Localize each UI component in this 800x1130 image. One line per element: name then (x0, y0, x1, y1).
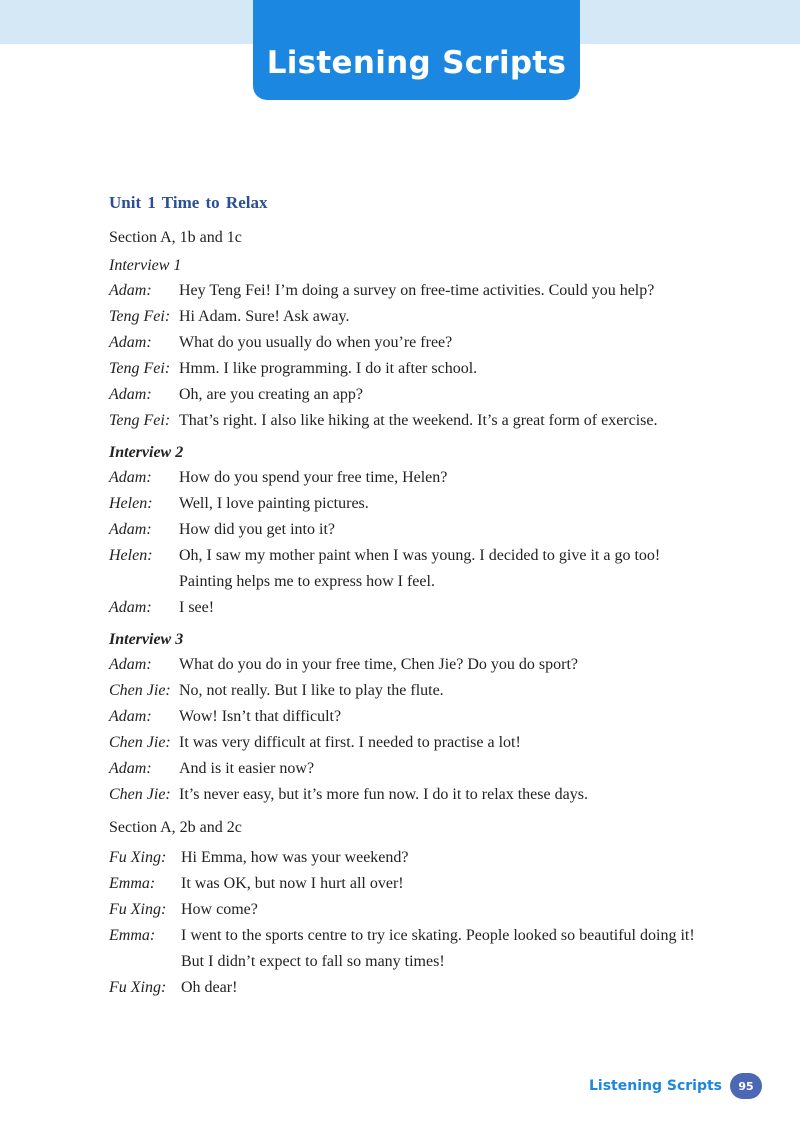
dialogue-text: I see! (179, 599, 215, 616)
dialogue-text: But I didn’t expect to fall so many times! (181, 953, 445, 970)
speaker-name: Chen Jie: (109, 682, 171, 699)
speaker-name: Fu Xing: (109, 849, 167, 866)
dialogue-text: It’s never easy, but it’s more fun now. I do it to relax these days. (179, 786, 588, 803)
dialogue-text: Oh, are you creating an app? (179, 386, 363, 403)
title-tab (253, 0, 580, 100)
interview-block (109, 631, 769, 808)
dialogue-text: It was very difficult at first. I needed to practise a lot! (179, 734, 521, 751)
dialogue-text: I went to the sports centre to try ice skating. People looked so beautiful doing it! (181, 927, 695, 944)
speaker-name: Emma: (109, 927, 156, 944)
speaker-name: Teng Fei: (109, 308, 171, 325)
dialogue-text: Hi Emma, how was your weekend? (181, 849, 409, 866)
speaker-name: Fu Xing: (109, 979, 167, 996)
speaker-name: Chen Jie: (109, 734, 171, 751)
footer-label: Listening Scripts (589, 1078, 722, 1094)
dialogue-text: How did you get into it? (179, 521, 335, 538)
speaker-name: Adam: (109, 599, 152, 616)
dialogue-text: It was OK, but now I hurt all over! (181, 875, 404, 892)
dialogue-text: How come? (181, 901, 258, 918)
page-footer (589, 1073, 762, 1099)
dialogue-line (109, 704, 769, 730)
dialogue-line (109, 595, 769, 621)
speaker-name: Adam: (109, 469, 152, 486)
dialogue-text: That’s right. I also like hiking at the weekend. It’s a great form of exercise. (179, 412, 658, 429)
speaker-name: Adam: (109, 334, 152, 351)
interview-label: Interview 2 (109, 444, 184, 461)
dialogue-line (109, 897, 769, 923)
dialogue-text: What do you do in your free time, Chen Jie? Do you do sport? (179, 656, 579, 673)
speaker-name: Chen Jie: (109, 786, 171, 803)
dialogue-line (109, 569, 769, 595)
dialogue-line (109, 782, 769, 808)
dialogue-text: Hmm. I like programming. I do it after school. (179, 360, 478, 377)
speaker-name: Adam: (109, 282, 152, 299)
interview-label: Interview 1 (109, 257, 182, 274)
speaker-name: Adam: (109, 521, 152, 538)
dialogue-line (109, 730, 769, 756)
dialogue-line (109, 465, 769, 491)
dialogue-line (109, 678, 769, 704)
dialogue-line (109, 304, 769, 330)
speaker-name: Adam: (109, 760, 152, 777)
script-content (109, 193, 769, 1001)
dialogue-line (109, 871, 769, 897)
dialogue-block (109, 845, 769, 1001)
dialogue-line (109, 382, 769, 408)
unit-heading: Unit 1 Time to Relax (109, 193, 268, 212)
dialogue-line (109, 491, 769, 517)
dialogue-line (109, 517, 769, 543)
dialogue-text: Oh dear! (181, 979, 238, 996)
speaker-name (109, 949, 181, 975)
speaker-name: Fu Xing: (109, 901, 167, 918)
dialogue-line (109, 923, 769, 949)
dialogue-line (109, 845, 769, 871)
dialogue-line (109, 330, 769, 356)
dialogue-text: What do you usually do when you’re free? (179, 334, 453, 351)
speaker-name (109, 569, 179, 595)
speaker-name: Adam: (109, 708, 152, 725)
section-label: Section A, 2b and 2c (109, 819, 242, 836)
interview-block (109, 257, 769, 434)
dialogue-line (109, 756, 769, 782)
dialogue-text: Hi Adam. Sure! Ask away. (179, 308, 350, 325)
dialogue-text: How do you spend your free time, Helen? (179, 469, 448, 486)
dialogue-text: No, not really. But I like to play the flute. (179, 682, 444, 699)
dialogue-line (109, 278, 769, 304)
dialogue-line (109, 975, 769, 1001)
dialogue-line (109, 949, 769, 975)
speaker-name: Emma: (109, 875, 156, 892)
interview-block (109, 444, 769, 621)
page-title: Listening Scripts (266, 45, 567, 81)
speaker-name: Teng Fei: (109, 412, 171, 429)
speaker-name: Adam: (109, 386, 152, 403)
dialogue-line (109, 408, 769, 434)
speaker-name: Helen: (109, 495, 153, 512)
speaker-name: Adam: (109, 656, 152, 673)
dialogue-line (109, 356, 769, 382)
dialogue-text: Hey Teng Fei! I’m doing a survey on free-time activities. Could you help? (179, 282, 655, 299)
speaker-name: Teng Fei: (109, 360, 171, 377)
dialogue-line (109, 652, 769, 678)
dialogue-text: And is it easier now? (179, 760, 315, 777)
section-label: Section A, 1b and 1c (109, 229, 242, 246)
dialogue-text: Painting helps me to express how I feel. (179, 573, 435, 590)
dialogue-line (109, 543, 769, 569)
dialogue-text: Wow! Isn’t that difficult? (179, 708, 342, 725)
interview-label: Interview 3 (109, 631, 184, 648)
speaker-name: Helen: (109, 547, 153, 564)
page-number-badge: 95 (730, 1073, 762, 1099)
dialogue-text: Oh, I saw my mother paint when I was young. I decided to give it a go too! (179, 547, 661, 564)
dialogue-text: Well, I love painting pictures. (179, 495, 369, 512)
